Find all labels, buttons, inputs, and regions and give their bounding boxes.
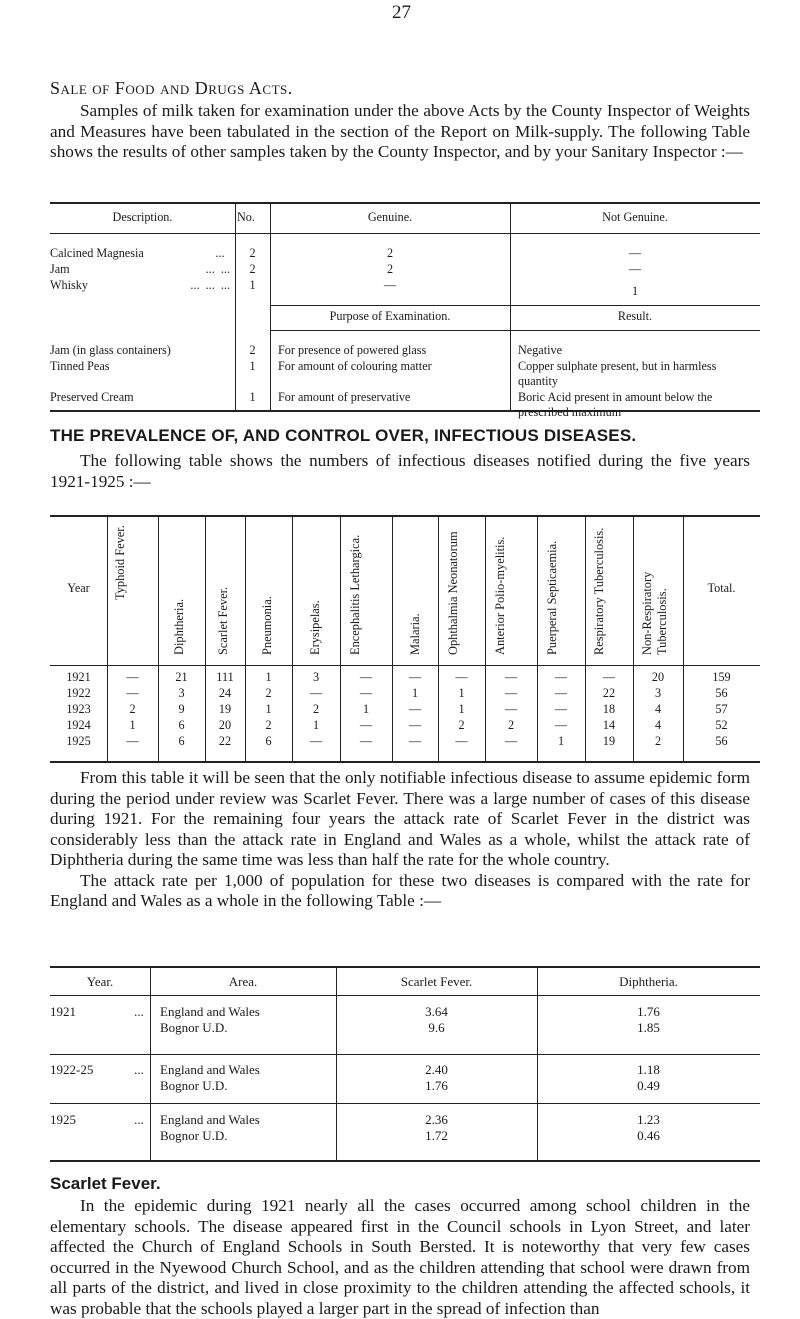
samples-row2-purpose: For amount of colouring matter bbox=[278, 359, 432, 373]
samples-subheader-result: Result. bbox=[617, 309, 653, 323]
diseases-cell: 1 bbox=[458, 702, 465, 716]
diseases-cell: 6 bbox=[178, 734, 185, 748]
dots: ... bbox=[215, 246, 225, 260]
diseases-cell: 1 bbox=[312, 718, 320, 732]
diseases-cell: 1 bbox=[265, 702, 272, 716]
food-drugs-intro-text: Samples of milk taken for examination under the above Acts by the County Inspector of Weights and Measures have been tabulated in the section of the Report on Milk-supply. The following Table shows the results of other samples taken by the County Inspector, and by your Sanitary Inspector :— bbox=[50, 101, 750, 161]
rates-row-diphtheria: 1.76 bbox=[637, 1004, 660, 1019]
diseases-header-typhoid: Typhoid Fever. bbox=[113, 525, 127, 600]
rates-row-diphtheria: 1.85 bbox=[637, 1020, 660, 1035]
diseases-header-pneumonia: Pneumonia. bbox=[260, 596, 274, 655]
rates-row-area: Bognor U.D. bbox=[160, 1128, 228, 1143]
samples-row-not-genuine: — bbox=[628, 262, 642, 276]
diseases-row-total: 56 bbox=[715, 734, 728, 748]
diseases-cell: 4 bbox=[654, 702, 662, 716]
diseases-row-year: 1921 bbox=[66, 670, 91, 684]
scarlet-body bbox=[50, 1196, 750, 1319]
diseases-row-total: 57 bbox=[715, 702, 728, 716]
rates-row-scarlet: 2.40 bbox=[425, 1062, 448, 1077]
diseases-cell: 3 bbox=[312, 670, 320, 684]
dots: ... bbox=[134, 1004, 144, 1019]
rates-header-year: Year. bbox=[86, 974, 114, 989]
samples-row-genuine: — bbox=[383, 278, 397, 292]
section-heading-food-drugs: Sale of Food and Drugs Acts. bbox=[50, 78, 293, 98]
samples-row2-no: 1 bbox=[249, 359, 256, 373]
diseases-cell: 2 bbox=[265, 718, 272, 732]
diseases-cell: 22 bbox=[218, 734, 232, 748]
diseases-cell: 2 bbox=[265, 686, 272, 700]
diseases-cell: 14 bbox=[602, 718, 616, 732]
diseases-row-total: 56 bbox=[715, 686, 728, 700]
diseases-cell: — bbox=[408, 734, 422, 748]
samples-row2-desc: Preserved Cream bbox=[50, 390, 134, 404]
rates-header-area: Area. bbox=[228, 974, 258, 989]
samples-table bbox=[50, 202, 760, 419]
rates-row-area: Bognor U.D. bbox=[160, 1078, 228, 1093]
diseases-header-erysipelas: Erysipelas. bbox=[308, 600, 322, 655]
rates-row-scarlet: 1.76 bbox=[425, 1078, 448, 1093]
diseases-cell: — bbox=[554, 702, 568, 716]
diseases-cell: 2 bbox=[654, 734, 662, 748]
diseases-row-year: 1923 bbox=[66, 702, 91, 716]
diseases-cell: 1 bbox=[129, 718, 136, 732]
diseases-cell: — bbox=[359, 734, 373, 748]
diseases-cell: 20 bbox=[218, 718, 232, 732]
samples-row-no: 2 bbox=[249, 246, 256, 260]
diseases-row-total: 159 bbox=[712, 670, 731, 684]
dots: ... ... ... bbox=[190, 278, 230, 292]
diseases-cell: — bbox=[309, 686, 323, 700]
infectious-intro bbox=[50, 451, 750, 492]
diseases-cell: 22 bbox=[602, 686, 616, 700]
samples-row2-desc: Tinned Peas bbox=[50, 359, 110, 373]
diseases-cell: 3 bbox=[654, 686, 662, 700]
rates-row-area: England and Wales bbox=[160, 1112, 260, 1127]
diseases-cell: — bbox=[602, 670, 616, 684]
dots: ... ... bbox=[205, 262, 230, 276]
rates-row-scarlet: 2.36 bbox=[425, 1112, 448, 1127]
diseases-header-diphtheria: Diphtheria. bbox=[172, 598, 186, 655]
section-heading-infectious: THE PREVALENCE OF, AND CONTROL OVER, INFECTIOUS DISEASES. bbox=[50, 426, 637, 445]
samples-row2-purpose: For amount of preservative bbox=[278, 390, 411, 404]
diseases-cell: — bbox=[408, 702, 422, 716]
diseases-header-puerperal: Puerperal Septicaemia. bbox=[545, 540, 559, 655]
rates-row-year: 1922-25 bbox=[50, 1062, 94, 1077]
diseases-cell: 2 bbox=[129, 702, 136, 716]
diseases-cell: — bbox=[554, 686, 568, 700]
diseases-cell: — bbox=[126, 686, 139, 700]
diseases-cell: — bbox=[359, 670, 373, 684]
samples-row2-no: 1 bbox=[249, 390, 256, 404]
diseases-cell: 2 bbox=[507, 718, 515, 732]
samples-row-not-genuine: — bbox=[628, 246, 642, 260]
rates-header-scarlet: Scarlet Fever. bbox=[400, 974, 473, 989]
diseases-cell: 4 bbox=[654, 718, 662, 732]
rates-row-diphtheria: 0.46 bbox=[637, 1128, 660, 1143]
diseases-cell: 9 bbox=[178, 702, 185, 716]
diseases-cell: 2 bbox=[458, 718, 465, 732]
diseases-header-year: Year bbox=[67, 581, 90, 595]
dots: ... bbox=[134, 1062, 144, 1077]
samples-subheader-purpose: Purpose of Examination. bbox=[329, 309, 451, 323]
diseases-cell: 24 bbox=[218, 686, 232, 700]
diseases-cell: 6 bbox=[265, 734, 272, 748]
diseases-header-encephalitis: Encephalitis Lethargica. bbox=[348, 534, 362, 655]
diseases-cell: — bbox=[504, 734, 518, 748]
diseases-cell: 21 bbox=[175, 670, 188, 684]
diseases-cell: 20 bbox=[651, 670, 665, 684]
diseases-row-year: 1925 bbox=[66, 734, 91, 748]
rates-row-scarlet: 9.6 bbox=[428, 1020, 445, 1035]
diseases-row-year: 1924 bbox=[66, 718, 91, 732]
diseases-row-year: 1922 bbox=[66, 686, 91, 700]
diseases-cell: — bbox=[504, 686, 518, 700]
diseases-header-ophthalmia: Ophthalmia Neonatorum bbox=[446, 531, 460, 655]
diseases-cell: — bbox=[359, 686, 373, 700]
diseases-cell: — bbox=[359, 718, 373, 732]
diseases-cell: — bbox=[408, 670, 422, 684]
diseases-cell: — bbox=[504, 702, 518, 716]
diseases-header-scarlet: Scarlet Fever. bbox=[216, 586, 230, 655]
infectious-para2: The attack rate per 1,000 of population for these two diseases is compared with the rate for England and Wales as a whole in the following Table :— bbox=[50, 870, 750, 910]
rates-row-area: Bognor U.D. bbox=[160, 1020, 228, 1035]
diseases-cell: — bbox=[126, 734, 139, 748]
rates-row-scarlet: 1.72 bbox=[425, 1128, 448, 1143]
samples-header-no: No. bbox=[237, 210, 255, 224]
rates-row-area: England and Wales bbox=[160, 1004, 260, 1019]
diseases-cell: — bbox=[554, 670, 568, 684]
rates-row-area: England and Wales bbox=[160, 1062, 260, 1077]
diseases-cell: — bbox=[455, 734, 468, 748]
diseases-cell: — bbox=[126, 670, 139, 684]
rates-row-year: 1921 bbox=[50, 1004, 76, 1019]
infectious-para1: From this table it will be seen that the only notifiable infectious disease to assume epidemic form during the period under review was Scarlet Fever. There was a large number of cases of this disease during 1921. For the remaining four years the attack rate of Scarlet Fever in the district was considerably less than the attack rate in England and Wales as a whole, whilst the attack rate of Diphtheria during the same time was less than half the rate for the whole country. bbox=[50, 768, 750, 869]
infectious-intro-text: The following table shows the numbers of infectious diseases notified during the five years 1921-1925 :— bbox=[50, 451, 750, 491]
diseases-cell: 19 bbox=[218, 702, 232, 716]
rates-row-diphtheria: 1.23 bbox=[637, 1112, 660, 1127]
samples-row-desc: Whisky bbox=[50, 278, 88, 292]
diseases-header-total: Total. bbox=[707, 581, 736, 595]
diseases-cell: 111 bbox=[216, 670, 234, 684]
diseases-cell: — bbox=[309, 734, 323, 748]
diseases-header-malaria: Malaria. bbox=[408, 613, 422, 655]
samples-row2-result: Boric Acid present in amount below the prescribed maximum bbox=[518, 390, 713, 419]
samples-row2-purpose: For presence of powered glass bbox=[278, 343, 427, 357]
scarlet-body-text: In the epidemic during 1921 nearly all the cases occurred among school children in the elementary schools. The disease appeared first in the Council schools in Lyon Street, and later affected the Church of England Schools in South Bersted. It is noteworthy that very few cases occurred in the Nyewood Church School, and as the children attending that school were drawn from all parts of the district, and lived in close proximity to the children attending the affected schools, it was probable that the schools played a larger part in the spread of infection than bbox=[50, 1196, 750, 1318]
samples-header-not-genuine: Not Genuine. bbox=[602, 210, 668, 224]
samples-row-not-genuine: 1 bbox=[631, 284, 639, 298]
rates-row-year: 1925 bbox=[50, 1112, 76, 1127]
diseases-cell: 19 bbox=[602, 734, 616, 748]
diseases-cell: 1 bbox=[265, 670, 272, 684]
rates-row-diphtheria: 0.49 bbox=[637, 1078, 660, 1093]
diseases-cell: — bbox=[455, 670, 468, 684]
samples-row-desc: Calcined Magnesia bbox=[50, 246, 144, 260]
samples-row-genuine: 2 bbox=[386, 246, 394, 260]
samples-row2-desc: Jam (in glass containers) bbox=[50, 343, 171, 357]
samples-row-desc: Jam bbox=[50, 262, 70, 276]
diseases-cell: 18 bbox=[602, 702, 616, 716]
samples-header-genuine: Genuine. bbox=[367, 210, 413, 224]
diseases-cell: 6 bbox=[178, 718, 185, 732]
samples-row-no: 1 bbox=[249, 278, 256, 292]
samples-row2-result: Negative bbox=[518, 343, 562, 357]
diseases-cell: — bbox=[408, 718, 422, 732]
diseases-header-nonresp-tb: Non-Respiratory Tuberculosis. bbox=[640, 571, 669, 655]
section-heading-scarlet: Scarlet Fever. bbox=[50, 1174, 161, 1193]
diseases-cell: 1 bbox=[411, 686, 419, 700]
rates-header-diphtheria: Diphtheria. bbox=[619, 974, 678, 989]
diseases-header-polio: Anterior Polio-myelitis. bbox=[493, 536, 507, 655]
diseases-cell: 1 bbox=[458, 686, 465, 700]
diseases-cell: 3 bbox=[178, 686, 185, 700]
infectious-discussion bbox=[50, 768, 750, 912]
samples-header-description: Description. bbox=[112, 210, 173, 224]
samples-row2-result: Copper sulphate present, but in harmless quantity bbox=[518, 359, 717, 388]
diseases-row-total: 52 bbox=[715, 718, 728, 732]
dots: ... bbox=[134, 1112, 144, 1127]
page-number: 27 bbox=[392, 2, 411, 23]
diseases-cell: 2 bbox=[312, 702, 320, 716]
samples-row-no: 2 bbox=[249, 262, 256, 276]
samples-row2-no: 2 bbox=[249, 343, 256, 357]
diseases-table bbox=[50, 515, 760, 765]
diseases-cell: — bbox=[504, 670, 518, 684]
rates-table bbox=[50, 966, 760, 1166]
samples-row-genuine: 2 bbox=[386, 262, 394, 276]
food-drugs-intro bbox=[50, 101, 750, 163]
diseases-cell: 1 bbox=[557, 734, 565, 748]
diseases-header-resp-tb: Respiratory Tuberculosis. bbox=[592, 527, 606, 655]
diseases-cell: — bbox=[554, 718, 568, 732]
rates-row-scarlet: 3.64 bbox=[425, 1004, 448, 1019]
rates-row-diphtheria: 1.18 bbox=[637, 1062, 660, 1077]
diseases-cell: 1 bbox=[362, 702, 370, 716]
